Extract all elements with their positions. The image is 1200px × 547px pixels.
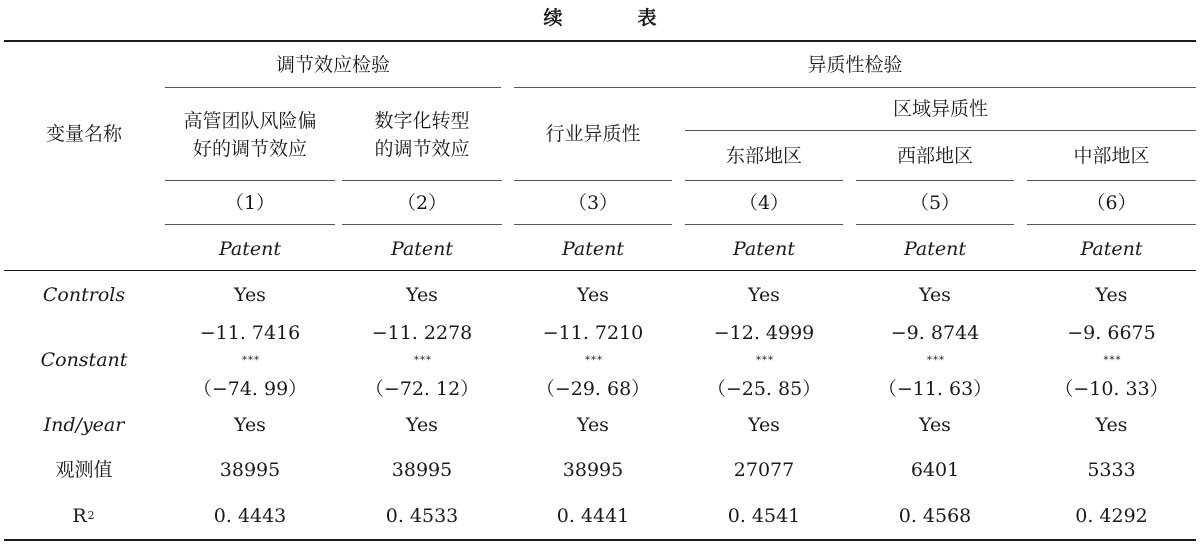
constant-cell-2: [342, 322, 502, 400]
r-squared-exponent: 2: [87, 509, 96, 522]
col2-header-line1: 数字化转型: [374, 110, 470, 132]
col1-header: [165, 92, 335, 178]
significance-stars: ***: [585, 355, 603, 366]
dep-var-1: Patent: [218, 238, 281, 260]
constant-cell-3: [514, 322, 672, 400]
constant-tstat-1: （−74. 99）: [192, 378, 308, 400]
header-bottom-rule: [4, 270, 1196, 271]
ind-year-cell-4: Yes: [748, 414, 780, 436]
constant-cell-5: [856, 322, 1014, 400]
coef-value: −9. 8744: [890, 322, 980, 344]
coef-value: −12. 4999: [713, 322, 815, 344]
constant-tstat-2: （−72. 12）: [364, 378, 480, 400]
number-underline-2: [342, 224, 502, 225]
obs-cell-1: 38995: [219, 459, 281, 481]
var-name-header: 变量名称: [45, 123, 122, 145]
constant-tstat-4: （−25. 85）: [706, 378, 822, 400]
ind-year-cell-2: Yes: [406, 414, 438, 436]
controls-cell-1: Yes: [234, 284, 266, 306]
group-header-moderation: 调节效应检验: [275, 54, 390, 76]
row-label-controls: Controls: [42, 284, 126, 306]
ind-year-cell-1: Yes: [234, 414, 266, 436]
col-number-1: （1）: [224, 192, 276, 214]
table-title: 续 表: [543, 7, 685, 29]
constant-coef-4: [714, 319, 815, 375]
controls-cell-5: Yes: [919, 284, 951, 306]
top-rule: [4, 40, 1196, 42]
r2-cell-3: 0. 4441: [556, 505, 630, 527]
col4-header: 东部地区: [725, 145, 802, 167]
number-underline-5: [856, 224, 1014, 225]
constant-tstat-6: （−10. 33）: [1054, 378, 1169, 400]
col2-header-line2: 的调节效应: [374, 138, 470, 160]
significance-stars: ***: [414, 355, 432, 366]
coef-value: −11. 7210: [542, 322, 644, 344]
significance-stars: ***: [756, 355, 774, 366]
header-underline-2: [342, 180, 502, 181]
r-squared-label: R: [72, 505, 87, 527]
dep-var-3: Patent: [561, 238, 624, 260]
col1-header-line2: 好的调节效应: [192, 138, 307, 160]
row-label-observations: 观测值: [55, 459, 113, 481]
dep-var-5: Patent: [903, 238, 966, 260]
header-underline-5: [856, 180, 1014, 181]
header-underline-4: [685, 180, 843, 181]
col3-header: 行业异质性: [545, 123, 641, 145]
group-underline-moderation: [165, 87, 501, 88]
group-underline-heterogeneity: [514, 87, 1196, 88]
obs-cell-4: 27077: [733, 459, 795, 481]
dep-var-4: Patent: [732, 238, 795, 260]
r2-cell-2: 0. 4533: [385, 505, 459, 527]
obs-cell-2: 38995: [391, 459, 453, 481]
r2-cell-5: 0. 4568: [898, 505, 972, 527]
coef-value: −11. 7416: [199, 322, 301, 344]
coef-value: −11. 2278: [371, 322, 473, 344]
col-number-2: （2）: [396, 192, 448, 214]
number-underline-1: [165, 224, 335, 225]
constant-coef-1: [200, 319, 301, 375]
controls-cell-2: Yes: [406, 284, 438, 306]
constant-coef-6: [1067, 319, 1155, 375]
significance-stars: ***: [926, 355, 945, 366]
ind-year-cell-5: Yes: [919, 414, 951, 436]
significance-stars: ***: [242, 355, 260, 366]
constant-cell-4: [685, 322, 843, 400]
group-header-heterogeneity: 异质性检验: [807, 54, 903, 76]
dep-var-6: Patent: [1080, 238, 1143, 260]
row-label-constant: Constant: [40, 349, 128, 371]
col5-header: 西部地区: [896, 145, 973, 167]
dep-var-2: Patent: [390, 238, 453, 260]
constant-coef-5: [891, 319, 979, 375]
header-underline-3: [514, 180, 672, 181]
constant-cell-6: [1027, 322, 1196, 400]
ind-year-cell-3: Yes: [577, 414, 609, 436]
constant-tstat-5: （−11. 63）: [877, 378, 993, 400]
row-label-ind-year: Ind/year: [43, 414, 125, 436]
constant-coef-3: [543, 319, 644, 375]
constant-cell-1: [165, 322, 335, 400]
obs-cell-3: 38995: [562, 459, 624, 481]
col2-header: [342, 92, 502, 178]
ind-year-cell-6: Yes: [1095, 414, 1128, 436]
col-number-6: （6）: [1086, 192, 1137, 214]
col1-header-line1: 高管团队风险偏: [183, 110, 317, 132]
col-number-4: （4）: [738, 192, 790, 214]
obs-cell-6: 5333: [1087, 459, 1136, 481]
col-number-3: （3）: [567, 192, 619, 214]
region-underline: [685, 130, 1196, 131]
col6-header: 中部地区: [1073, 145, 1150, 167]
coef-value: −9. 6675: [1067, 322, 1156, 344]
constant-tstat-3: （−29. 68）: [535, 378, 651, 400]
header-underline-1: [165, 180, 335, 181]
r2-cell-4: 0. 4541: [727, 505, 801, 527]
significance-stars: ***: [1103, 355, 1122, 366]
region-group-header: 区域异质性: [892, 98, 988, 120]
constant-coef-2: [372, 319, 473, 375]
obs-cell-5: 6401: [910, 459, 960, 481]
row-label-r-squared: [4, 499, 164, 533]
number-underline-6: [1027, 224, 1196, 225]
r2-cell-6: 0. 4292: [1075, 505, 1148, 527]
controls-cell-3: Yes: [577, 284, 609, 306]
col-number-5: （5）: [909, 192, 961, 214]
header-underline-6: [1027, 180, 1196, 181]
controls-cell-6: Yes: [1095, 284, 1128, 306]
number-underline-4: [685, 224, 843, 225]
controls-cell-4: Yes: [748, 284, 780, 306]
bottom-rule: [4, 539, 1196, 541]
number-underline-3: [514, 224, 672, 225]
r2-cell-1: 0. 4443: [213, 505, 287, 527]
